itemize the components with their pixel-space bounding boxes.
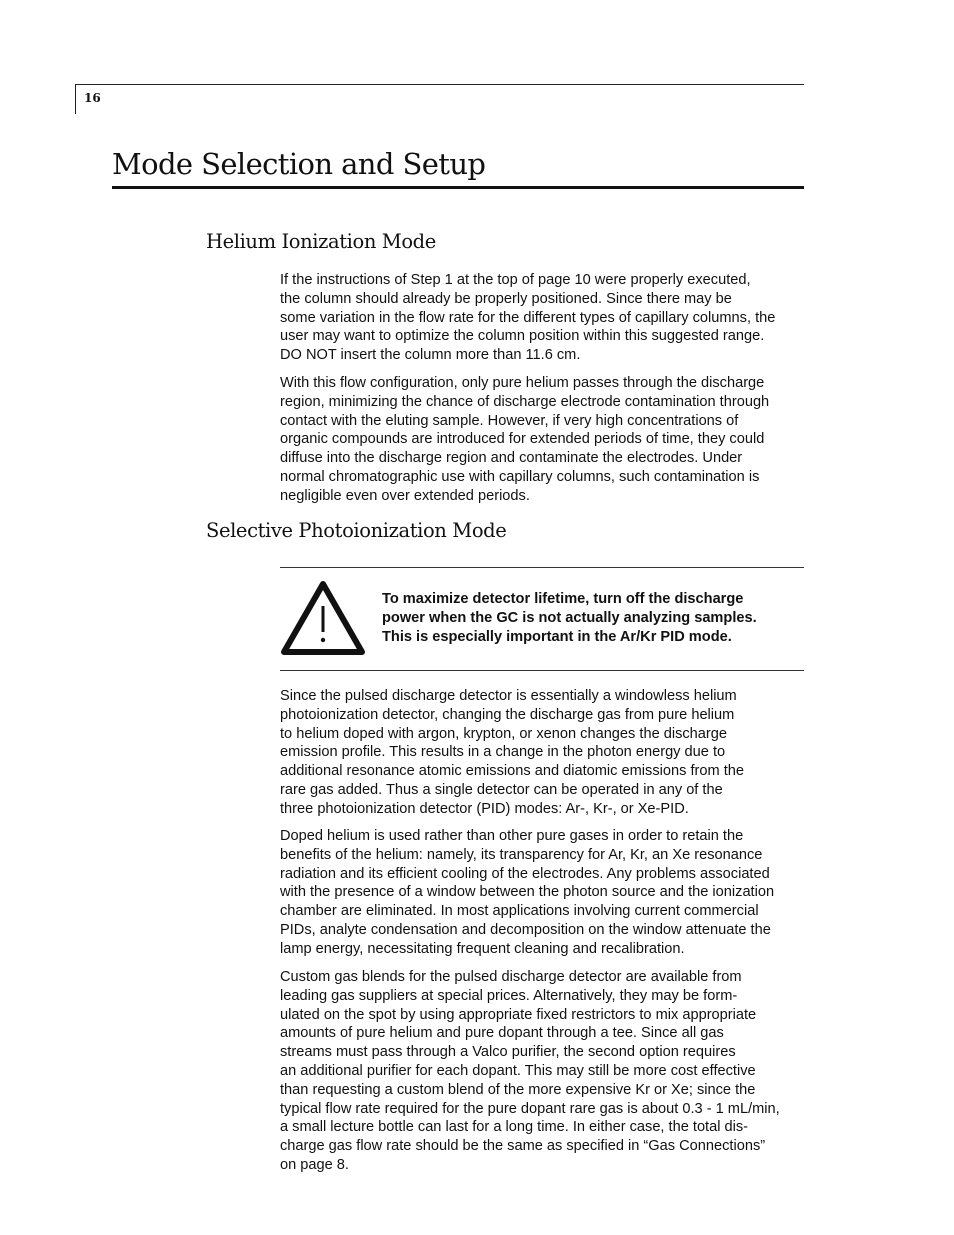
warning-triangle-icon [280,580,366,656]
page-header-rule [75,84,804,115]
chapter-title: Mode Selection and Setup [112,146,804,189]
paragraph-photoionization-2: Doped helium is used rather than other pure gases in order to retain the benefits of the helium: namely, its transparency for Ar, Kr, an Xe resonance radiation and its efficient cooling of the electrodes. Any problems associated with the presence of a window between the photon source and the ionization chamber are eliminated. In most applications involving current commercial PIDs, analyte condensation and decomposition on the window attenuate the lamp energy, necessitating frequent cleaning and recalibration. [280,828,775,957]
section-heading-selective-photoionization: Selective Photoionization Mode [206,519,507,542]
page-number-divider [75,84,76,114]
paragraph-helium-2: With this flow configuration, only pure helium passes through the discharge region, minimizing the chance of discharge electrode contamination through contact with the eluting sample. However, if very high concentrations of organic compounds are introduced for extended periods of time, they could diffuse into the discharge region and contaminate the electrodes. Under normal chromatographic use with capillary columns, such contamination is negligible even over extended periods. [280,375,770,504]
warning-callout [280,567,804,671]
section-heading-helium-ionization: Helium Ionization Mode [206,230,436,253]
paragraph-photoionization-1: Since the pulsed discharge detector is essentially a windowless helium photoionization detector, changing the discharge gas from pure helium to helium doped with argon, krypton, or xenon changes the discharge emission profile. This results in a change in the photon energy due to additional resonance atomic emissions and diatomic emissions from the rare gas added. Thus a single detector can be operated in any of the three photoionization detector (PID) modes: Ar-, Kr-, or Xe-PID. [280,688,744,817]
paragraph-photoionization-3: Custom gas blends for the pulsed discharge detector are available from leading gas suppliers at special prices. Alternatively, they may be form- ulated on the spot by using appropriate fixed restrictors to mix appropriate amounts of pure helium and pure dopant through a tee. Since all gas streams must pass through a Valco purifier, the second option requires an additional purifier for each dopant. This may still be more cost effective than requesting a custom blend of the more expensive Kr or Xe; since the typical flow rate required for the pure dopant rare gas is about 0.3 - 1 mL/min, a small lecture bottle can last for a long time. In either case, the total dis- charge gas flow rate should be the same as specified in “Gas Connections” on page 8. [280,969,780,1173]
page-number: 16 [84,91,101,105]
warning-text: To maximize detector lifetime, turn off the discharge power when the GC is not actually analyzing samples. This is especially important in the Ar/Kr PID mode. [382,591,757,645]
paragraph-helium-1: If the instructions of Step 1 at the top of page 10 were properly executed, the column should already be properly positioned. Since there may be some variation in the flow rate for the different types of capillary columns, the user may want to optimize the column position within this suggested range. DO NOT insert the column more than 11.6 cm. [280,272,776,364]
